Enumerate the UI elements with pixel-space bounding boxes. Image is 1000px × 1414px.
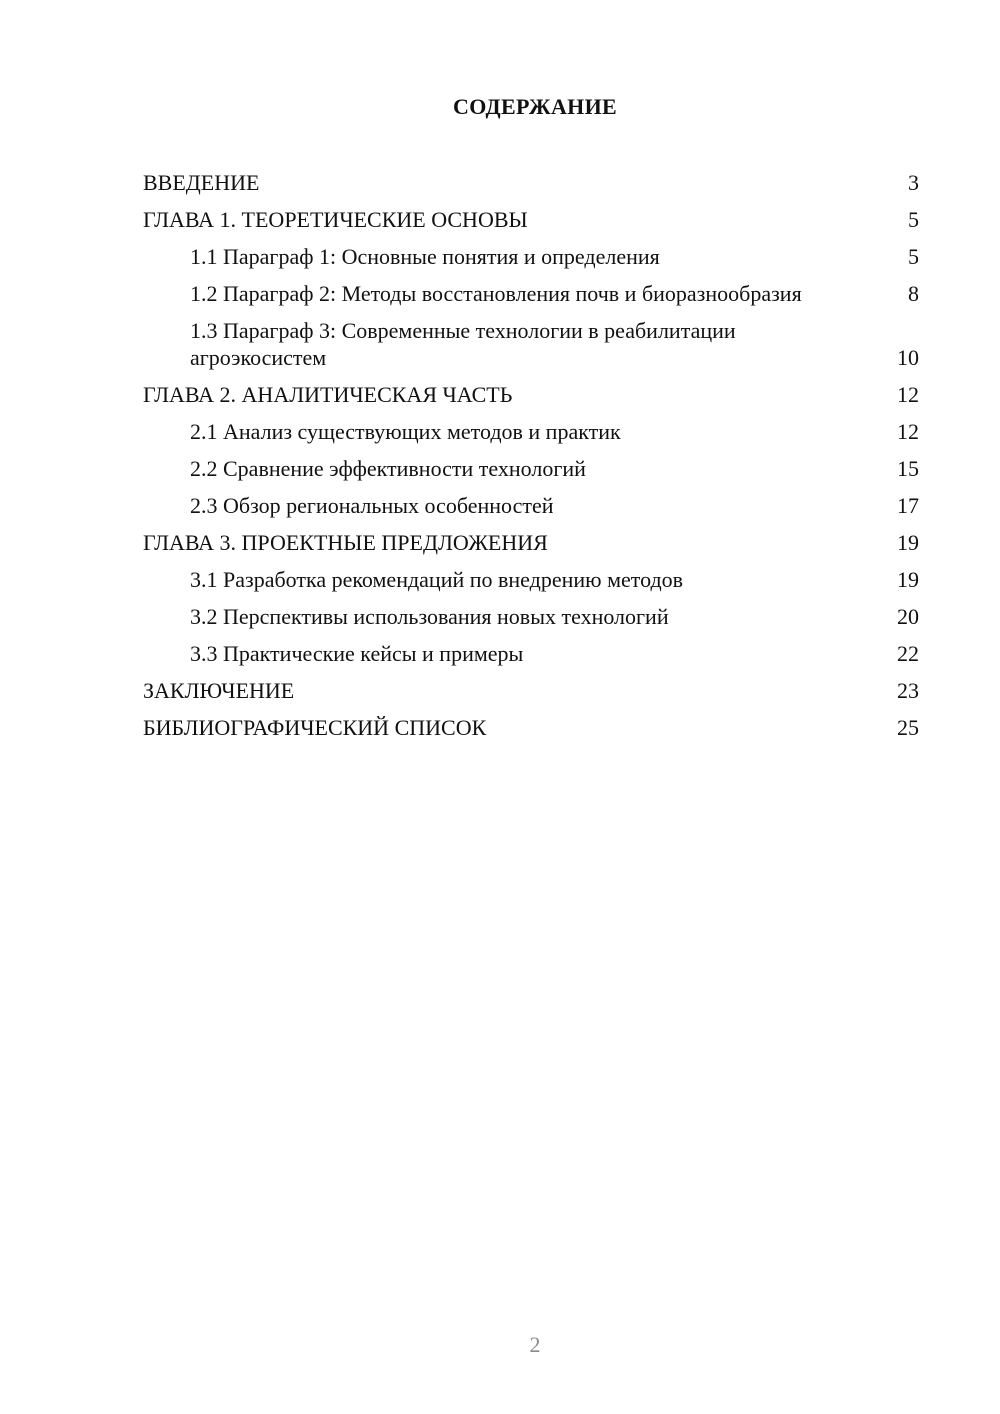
toc-entry-page: 19 bbox=[897, 567, 919, 592]
toc-entry-page: 23 bbox=[897, 678, 919, 703]
toc-entry-page: 22 bbox=[897, 641, 919, 666]
toc-entry-page: 25 bbox=[897, 715, 919, 740]
toc-entry-section-1-1[interactable] bbox=[143, 243, 919, 270]
toc-entry-label: 1.1 Параграф 1: Основные понятия и определения bbox=[190, 244, 660, 269]
toc-entry-page: 19 bbox=[897, 530, 919, 555]
page-number: 2 bbox=[529, 1332, 541, 1357]
toc-entry-label: 1.2 Параграф 2: Методы восстановления почв и биоразнообразия bbox=[190, 281, 802, 306]
toc-entry-label: ГЛАВА 3. ПРОЕКТНЫЕ ПРЕДЛОЖЕНИЯ bbox=[143, 530, 548, 555]
toc-entry-label: ГЛАВА 1. ТЕОРЕТИЧЕСКИЕ ОСНОВЫ bbox=[143, 207, 528, 232]
toc-entry-page: 10 bbox=[897, 345, 919, 370]
page-title: СОДЕРЖАНИЕ bbox=[453, 94, 617, 119]
toc-entry-label: 3.2 Перспективы использования новых технологий bbox=[190, 604, 669, 629]
toc-entry-section-1-3[interactable] bbox=[143, 317, 919, 371]
toc-entry-page: 17 bbox=[897, 493, 919, 518]
toc-entry-label: 2.3 Обзор региональных особенностей bbox=[190, 493, 554, 518]
toc-entry-label: ВВЕДЕНИЕ bbox=[143, 170, 260, 195]
toc-entry-label: 2.2 Сравнение эффективности технологий bbox=[190, 456, 586, 481]
toc-entry-page: 12 bbox=[897, 419, 919, 444]
toc-entry-section-2-2[interactable] bbox=[143, 455, 919, 482]
toc-entry-page: 5 bbox=[908, 244, 919, 269]
toc-entry-page: 12 bbox=[897, 382, 919, 407]
toc-entry-label: 2.1 Анализ существующих методов и практик bbox=[190, 419, 621, 444]
toc-entry-label: ЗАКЛЮЧЕНИЕ bbox=[143, 678, 295, 703]
toc-entry-page: 3 bbox=[908, 170, 919, 195]
toc-entry-introduction[interactable] bbox=[143, 169, 919, 196]
toc-entry-chapter-1[interactable] bbox=[143, 206, 919, 233]
toc-entry-section-1-2[interactable] bbox=[143, 280, 919, 307]
toc-entry-section-3-1[interactable] bbox=[143, 566, 919, 593]
toc-entry-section-2-3[interactable] bbox=[143, 492, 919, 519]
toc-entry-page: 15 bbox=[897, 456, 919, 481]
toc-entry-section-3-3[interactable] bbox=[143, 640, 919, 667]
toc-entry-conclusion[interactable] bbox=[143, 677, 919, 704]
toc-entry-label: 3.3 Практические кейсы и примеры bbox=[190, 641, 524, 666]
toc-entry-label: 3.1 Разработка рекомендаций по внедрению методов bbox=[190, 567, 684, 592]
toc-entry-chapter-2[interactable] bbox=[143, 381, 919, 408]
table-of-contents bbox=[143, 169, 919, 751]
toc-entry-section-3-2[interactable] bbox=[143, 603, 919, 630]
toc-entry-page: 20 bbox=[897, 604, 919, 629]
toc-entry-label: 1.3 Параграф 3: Современные технологии в реабилитации агроэкосистем bbox=[190, 318, 736, 370]
toc-entry-page: 5 bbox=[908, 207, 919, 232]
toc-entry-bibliography[interactable] bbox=[143, 714, 919, 741]
toc-entry-label: БИБЛИОГРАФИЧЕСКИЙ СПИСОК bbox=[143, 715, 487, 740]
toc-entry-chapter-3[interactable] bbox=[143, 529, 919, 556]
toc-entry-section-2-1[interactable] bbox=[143, 418, 919, 445]
toc-entry-label: ГЛАВА 2. АНАЛИТИЧЕСКАЯ ЧАСТЬ bbox=[143, 382, 513, 407]
toc-entry-page: 8 bbox=[908, 281, 919, 306]
